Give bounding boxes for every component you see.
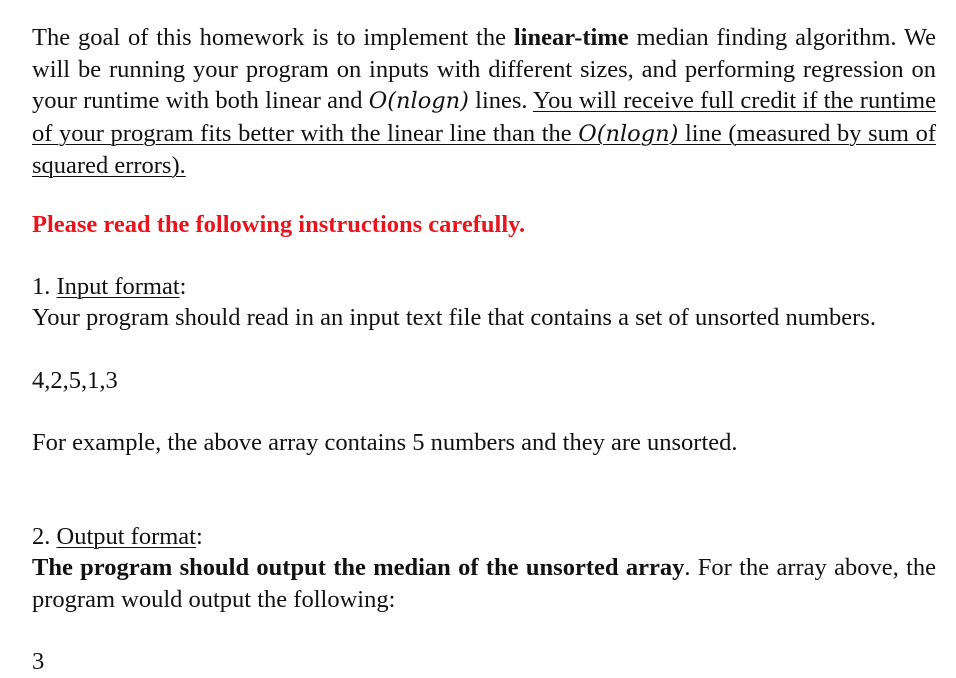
output-format-heading	[32, 521, 936, 553]
big-o-notation-2: O(nlogn)	[578, 120, 679, 147]
output-section-colon: :	[196, 523, 203, 550]
intro-bold-linear-time: linear-time	[513, 24, 629, 51]
warning-text: Please read the following instructions carefully.	[32, 211, 526, 238]
input-section-number: 1.	[32, 273, 57, 300]
intro-paragraph	[32, 22, 936, 182]
output-section-number: 2.	[32, 523, 57, 550]
big-o-notation-1: O(nlogn)	[368, 88, 469, 114]
example-input-note: For example, the above array contains 5 numbers and they are unsorted.	[32, 429, 738, 456]
input-format-description: Your program should read in an input text file that contains a set of unsorted numbers.	[32, 304, 876, 331]
intro-text-2: median finding algorithm. We will be running your program on inputs with different sizes, and performing regression on your runtime with both linear and	[32, 24, 936, 114]
intro-text-3: lines.	[468, 87, 533, 114]
full-credit-condition-a: You will receive full credit if the runtime of your program fits better with the linear line than the	[32, 87, 936, 147]
input-section-colon: :	[179, 273, 187, 300]
input-format-heading	[32, 271, 936, 303]
output-section-title: Output format	[56, 523, 196, 550]
full-credit-condition-b: line (measured by sum of squared errors).	[32, 119, 936, 179]
input-section-title: Input format	[56, 273, 180, 300]
output-rest-text: . For the array above, the program would output the following:	[32, 554, 937, 613]
intro-text-1: The goal of this homework is to implement the	[32, 24, 514, 51]
example-output: 3	[32, 648, 45, 675]
output-format-description	[32, 552, 936, 615]
example-input: 4,2,5,1,3	[32, 367, 118, 394]
output-bold-instruction: The program should output the median of the unsorted array	[32, 554, 685, 581]
